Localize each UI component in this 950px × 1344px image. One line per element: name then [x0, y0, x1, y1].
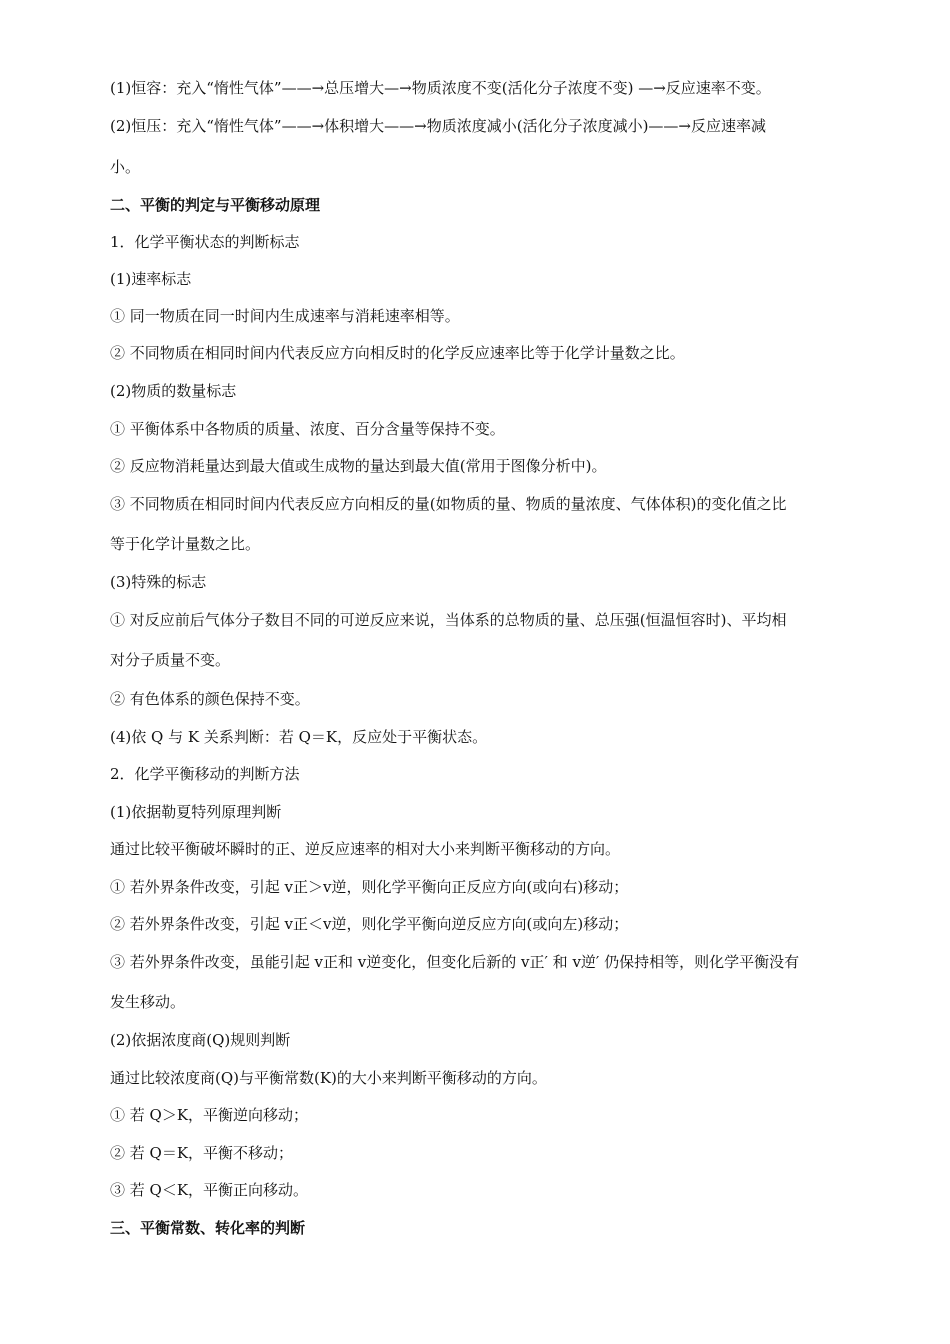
- text-line: ① 若 Q＞K，平衡逆向移动；: [110, 1106, 309, 1124]
- text-line: ② 若外界条件改变，引起 v正＜v逆，则化学平衡向逆反应方向(或向左)移动；: [110, 915, 629, 933]
- text-line: (2)物质的数量标志: [110, 382, 237, 400]
- text-line: (2)恒压：充入“惰性气体”——→体积增大——→物质浓度减小(活化分子浓度减小)——→反应速率减: [110, 117, 766, 135]
- text-line: 对分子质量不变。: [110, 651, 231, 669]
- text-line: (1)依据勒夏特列原理判断: [110, 803, 282, 821]
- text-line: ① 平衡体系中各物质的质量、浓度、百分含量等保持不变。: [110, 420, 505, 438]
- text-line: 通过比较浓度商(Q)与平衡常数(K)的大小来判断平衡移动的方向。: [110, 1069, 547, 1087]
- text-line: (1)速率标志: [110, 270, 192, 288]
- text-line: 发生移动。: [110, 993, 186, 1011]
- text-line: ② 有色体系的颜色保持不变。: [110, 690, 310, 708]
- text-line: ① 对反应前后气体分子数目不同的可逆反应来说，当体系的总物质的量、总压强(恒温恒容时)、平均相: [110, 611, 787, 629]
- text-line: 小。: [110, 158, 141, 176]
- text-line: ② 反应物消耗量达到最大值或生成物的量达到最大值(常用于图像分析中)。: [110, 457, 607, 475]
- text-line: ② 若 Q＝K，平衡不移动；: [110, 1144, 294, 1162]
- section-heading: 二、平衡的判定与平衡移动原理: [110, 196, 321, 214]
- text-line: ③ 若外界条件改变，虽能引起 v正和 v逆变化，但变化后新的 v正′ 和 v逆′ 仍保持相等，则化学平衡没有: [110, 953, 800, 971]
- text-line: 通过比较平衡破坏瞬时的正、逆反应速率的相对大小来判断平衡移动的方向。: [110, 840, 621, 858]
- section-heading: 三、平衡常数、转化率的判断: [110, 1219, 306, 1237]
- subsection-heading: 1．化学平衡状态的判断标志: [110, 233, 300, 251]
- text-line: ③ 不同物质在相同时间内代表反应方向相反的量(如物质的量、物质的量浓度、气体体积)的变化值之比: [110, 495, 787, 513]
- text-line: (2)依据浓度商(Q)规则判断: [110, 1031, 291, 1049]
- text-line: (4)依 Q 与 K 关系判断：若 Q＝K，反应处于平衡状态。: [110, 728, 488, 746]
- text-line: ① 若外界条件改变，引起 v正＞v逆，则化学平衡向正反应方向(或向右)移动；: [110, 878, 629, 896]
- subsection-heading: 2．化学平衡移动的判断方法: [110, 765, 300, 783]
- text-line: (1)恒容：充入“惰性气体”——→总压增大—→物质浓度不变(活化分子浓度不变) —→反应速率不变。: [110, 79, 771, 97]
- text-line: ② 不同物质在相同时间内代表反应方向相反时的化学反应速率比等于化学计量数之比。: [110, 344, 685, 362]
- text-line: 等于化学计量数之比。: [110, 535, 261, 553]
- text-line: (3)特殊的标志: [110, 573, 207, 591]
- text-line: ① 同一物质在同一时间内生成速率与消耗速率相等。: [110, 307, 460, 325]
- text-line: ③ 若 Q＜K，平衡正向移动。: [110, 1181, 309, 1199]
